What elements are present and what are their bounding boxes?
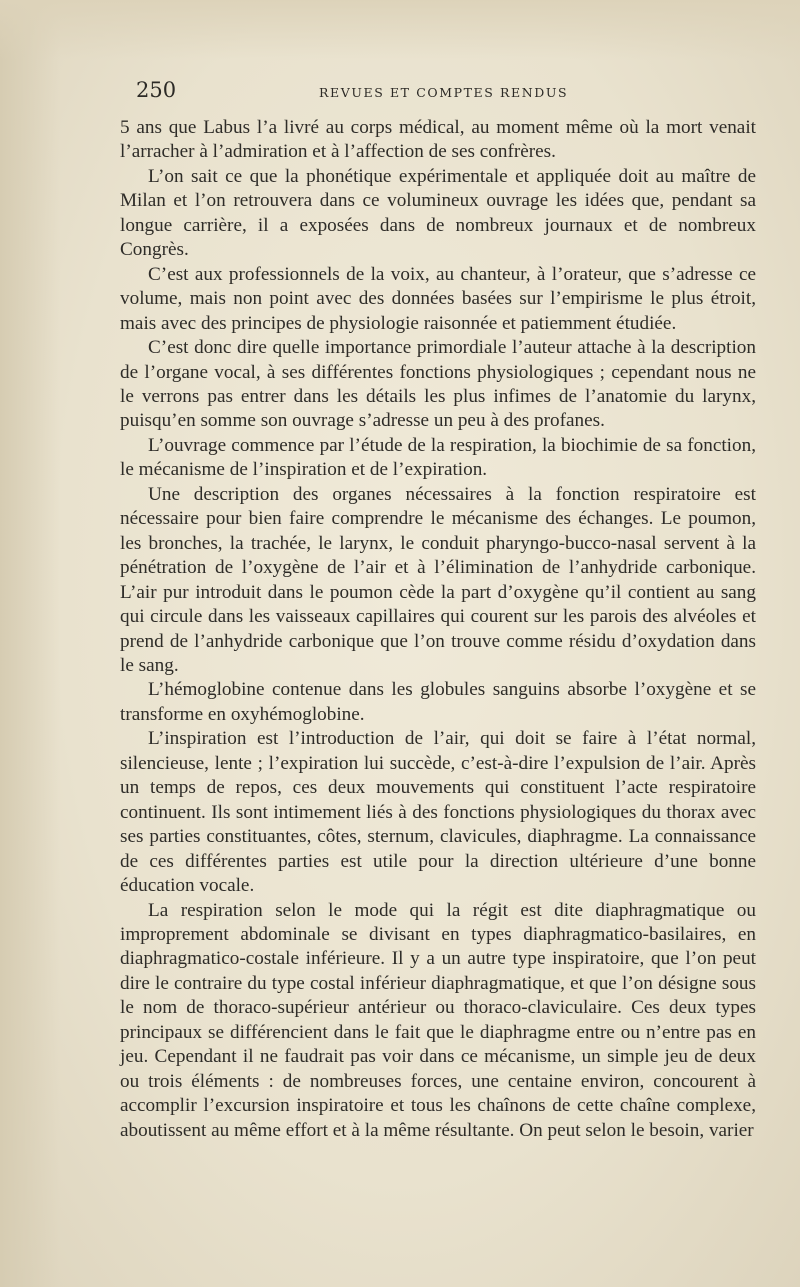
page-shadow-left <box>0 0 60 1287</box>
paragraph: Une description des organes nécessaires à la fonction respiratoire est nécessaire pour bien faire comprendre le mécanisme des échanges. Le poumon, les bronches, la trachée, le larynx, le conduit pharyngo-bucco-nasal servent à la pénétration de l’oxygène de l’air et à l’élimination de l’anhydride carbonique. L’air pur introduit dans le poumon cède la part d’oxygène qu’il contient au sang qui circule dans les vaisseaux capillaires qui courent sur les parois des alvéoles et prend de l’anhydride carbonique que l’on trouve comme résidu d’oxydation dans le sang. <box>120 483 756 676</box>
paragraph: C’est aux professionnels de la voix, au chanteur, à l’orateur, que s’adresse ce volume, mais non point avec des données basées sur l’empirisme le plus étroit, mais avec des principes de physiologie raisonnée et patiemment étudiée. <box>120 263 756 334</box>
page-shadow-top <box>0 0 800 60</box>
body-text <box>120 116 756 1143</box>
running-title: REVUES ET COMPTES RENDUS <box>319 85 569 100</box>
paragraph: C’est donc dire quelle importance primordiale l’auteur attache à la description de l’organe vocal, à ses différentes fonctions physiologiques ; cependant nous ne le verrons pas entrer dans les détails les plus infimes de l’anatomie du larynx, puisqu’en somme son ouvrage s’adresse un peu à des profanes. <box>120 337 756 432</box>
page-header <box>136 78 756 106</box>
page-number: 250 <box>136 78 177 102</box>
paragraph: L’hémoglobine contenue dans les globules sanguins absorbe l’oxygène et se transforme en oxyhémoglobine. <box>120 679 756 725</box>
paragraph: L’ouvrage commence par l’étude de la respiration, la biochimie de sa fonction, le mécanisme de l’inspiration et de l’expiration. <box>120 434 756 481</box>
paragraph: La respiration selon le mode qui la régit est dite diaphragmatique ou improprement abdominale se divisant en types diaphragmatico-basilaires, en diaphragmatico-costale inférieure. Il y a un autre type inspiratoire, que l’on peut dire le contraire du type costal inférieur diaphragmatique, et que l’on désigne sous le nom de thoraco-supérieur antérieur ou thoraco-claviculaire. Ces deux types principaux se différencient dans le fait que le diaphragme entre ou n’entre pas en jeu. Cependant il ne faudrait pas voir dans ce mécanisme, un simple jeu de deux ou trois éléments : de nombreuses forces, une centaine environ, concourent à accomplir l’excursion inspiratoire et tous les chaînons de cette chaîne complexe, aboutissent au même effort et à la même résultante. On peut selon le besoin, varier <box>120 899 756 1141</box>
paragraph: 5 ans que Labus l’a livré au corps médical, au moment même où la mort venait l’arracher à l’admiration et à l’affection de ses confrères. <box>120 117 756 163</box>
paragraph: L’inspiration est l’introduction de l’air, qui doit se faire à l’état normal, silencieuse, lente ; l’expiration lui succède, c’est-à-dire l’expulsion de l’air. Après un temps de repos, ces deux mouvements qui constituent l’acte respiratoire continuent. Ils sont intimement liés à des fonctions physiologiques du thorax avec ses parties constituantes, côtes, sternum, clavicules, diaphragme. La connaissance de ces différentes parties est utile pour la direction ultérieure d’une bonne éducation vocale. <box>120 728 756 897</box>
paragraph: L’on sait ce que la phonétique expérimentale et appliquée doit au maître de Milan et l’on retrouvera dans ce volumineux ouvrage les idées que, pendant sa longue carrière, il a exposées dans de nombreux journaux et de nombreux Congrès. <box>120 165 756 261</box>
